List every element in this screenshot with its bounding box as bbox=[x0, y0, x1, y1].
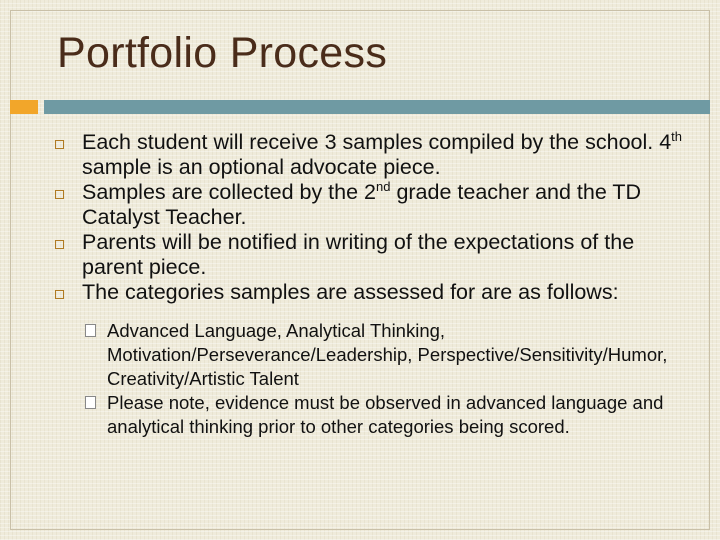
bullet-item bbox=[55, 280, 695, 305]
bullet-item bbox=[55, 230, 695, 280]
slide-body bbox=[55, 130, 695, 439]
square-bullet-icon bbox=[55, 240, 64, 249]
title-divider-bar bbox=[44, 100, 710, 114]
bullet-item bbox=[55, 130, 695, 180]
bullet-item bbox=[55, 180, 695, 230]
sub-bullet-item bbox=[85, 319, 695, 391]
sub-bullet-item bbox=[85, 391, 695, 439]
ordinal-suffix: th bbox=[671, 129, 683, 144]
bullet-text: Samples are collected by the 2 bbox=[82, 180, 376, 204]
square-bullet-icon bbox=[55, 290, 64, 299]
sub-bullet-text: Please note, evidence must be observed in advanced language and analytical thinking prior to other categories being scored. bbox=[107, 392, 664, 437]
bullet-text: grade teacher and the TD Catalyst Teacher. bbox=[82, 180, 642, 229]
slide-title: Portfolio Process bbox=[57, 29, 388, 77]
sub-bullet-list bbox=[55, 319, 695, 439]
missing-glyph-icon bbox=[85, 324, 96, 337]
ordinal-suffix: nd bbox=[376, 179, 391, 194]
title-accent-bar bbox=[10, 100, 38, 114]
square-bullet-icon bbox=[55, 140, 64, 149]
square-bullet-icon bbox=[55, 190, 64, 199]
missing-glyph-icon bbox=[85, 396, 96, 409]
bullet-text: The categories samples are assessed for are as follows: bbox=[82, 280, 619, 304]
bullet-text: Parents will be notified in writing of the expectations of the parent piece. bbox=[82, 230, 635, 279]
bullet-text: sample is an optional advocate piece. bbox=[82, 155, 441, 179]
sub-bullet-text: Advanced Language, Analytical Thinking, Motivation/Perseverance/Leadership, Perspective/Sensitivity/Humor, Creativity/Artistic Talent bbox=[107, 320, 668, 389]
bullet-text: Each student will receive 3 samples compiled by the school. 4 bbox=[82, 130, 672, 154]
